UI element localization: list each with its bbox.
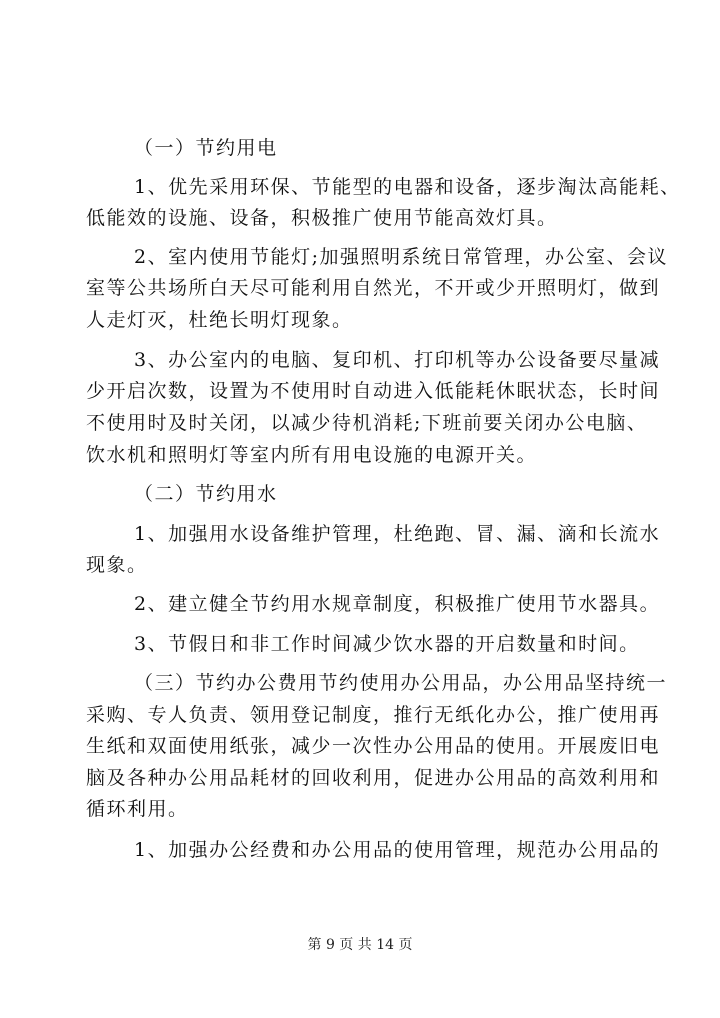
section-heading-water: （二）节约用水 (134, 483, 278, 505)
paragraph-line: 不使用时及时关闭，以减少待机消耗;下班前要关闭办公电脑、 (86, 412, 648, 434)
paragraph-line: 1、加强办公经费和办公用品的使用管理，规范办公用品的 (134, 839, 661, 861)
paragraph-line: 2、室内使用节能灯;加强照明系统日常管理，办公室、会议 (134, 246, 668, 268)
section-heading-electricity: （一）节约用电 (134, 137, 278, 159)
paragraph-line: 2、建立健全节约用水规章制度，积极推广使用节水器具。 (134, 593, 661, 615)
paragraph-line: 生纸和双面使用纸张，减少一次性办公用品的使用。开展废旧电 (86, 735, 661, 757)
paragraph-line: 少开启次数，设置为不使用时自动进入低能耗休眠状态，长时间 (86, 380, 661, 402)
paragraph-line: 采购、专人负责、领用登记制度，推行无纸化办公，推广使用再 (86, 704, 661, 726)
paragraph-line: 1、优先采用环保、节能型的电器和设备，逐步淘汰高能耗、 (134, 176, 681, 198)
paragraph-line: 循环利用。 (86, 798, 189, 820)
paragraph-line: 现象。 (86, 554, 148, 576)
paragraph-line: 1、加强用水设备维护管理，杜绝跑、冒、漏、滴和长流水 (134, 523, 661, 545)
paragraph-line: 3、节假日和非工作时间减少饮水器的开启数量和时间。 (134, 633, 640, 655)
paragraph-line: 饮水机和照明灯等室内所有用电设施的电源开关。 (86, 444, 538, 466)
paragraph-line: 室等公共场所白天尽可能利用自然光，不开或少开照明灯，做到 (86, 277, 661, 299)
section-heading-office-expenses: （三）节约办公费用节约使用办公用品，办公用品坚持统一 (134, 672, 668, 694)
paragraph-line: 低能效的设施、设备，积极推广使用节能高效灯具。 (86, 207, 558, 229)
page-number-footer: 第 9 页 共 14 页 (307, 937, 413, 953)
paragraph-line: 人走灯灭，杜绝长明灯现象。 (86, 309, 353, 331)
paragraph-line: 脑及各种办公用品耗材的回收利用，促进办公用品的高效利用和 (86, 767, 661, 789)
paragraph-line: 3、办公室内的电脑、复印机、打印机等办公设备要尽量减 (134, 349, 661, 371)
